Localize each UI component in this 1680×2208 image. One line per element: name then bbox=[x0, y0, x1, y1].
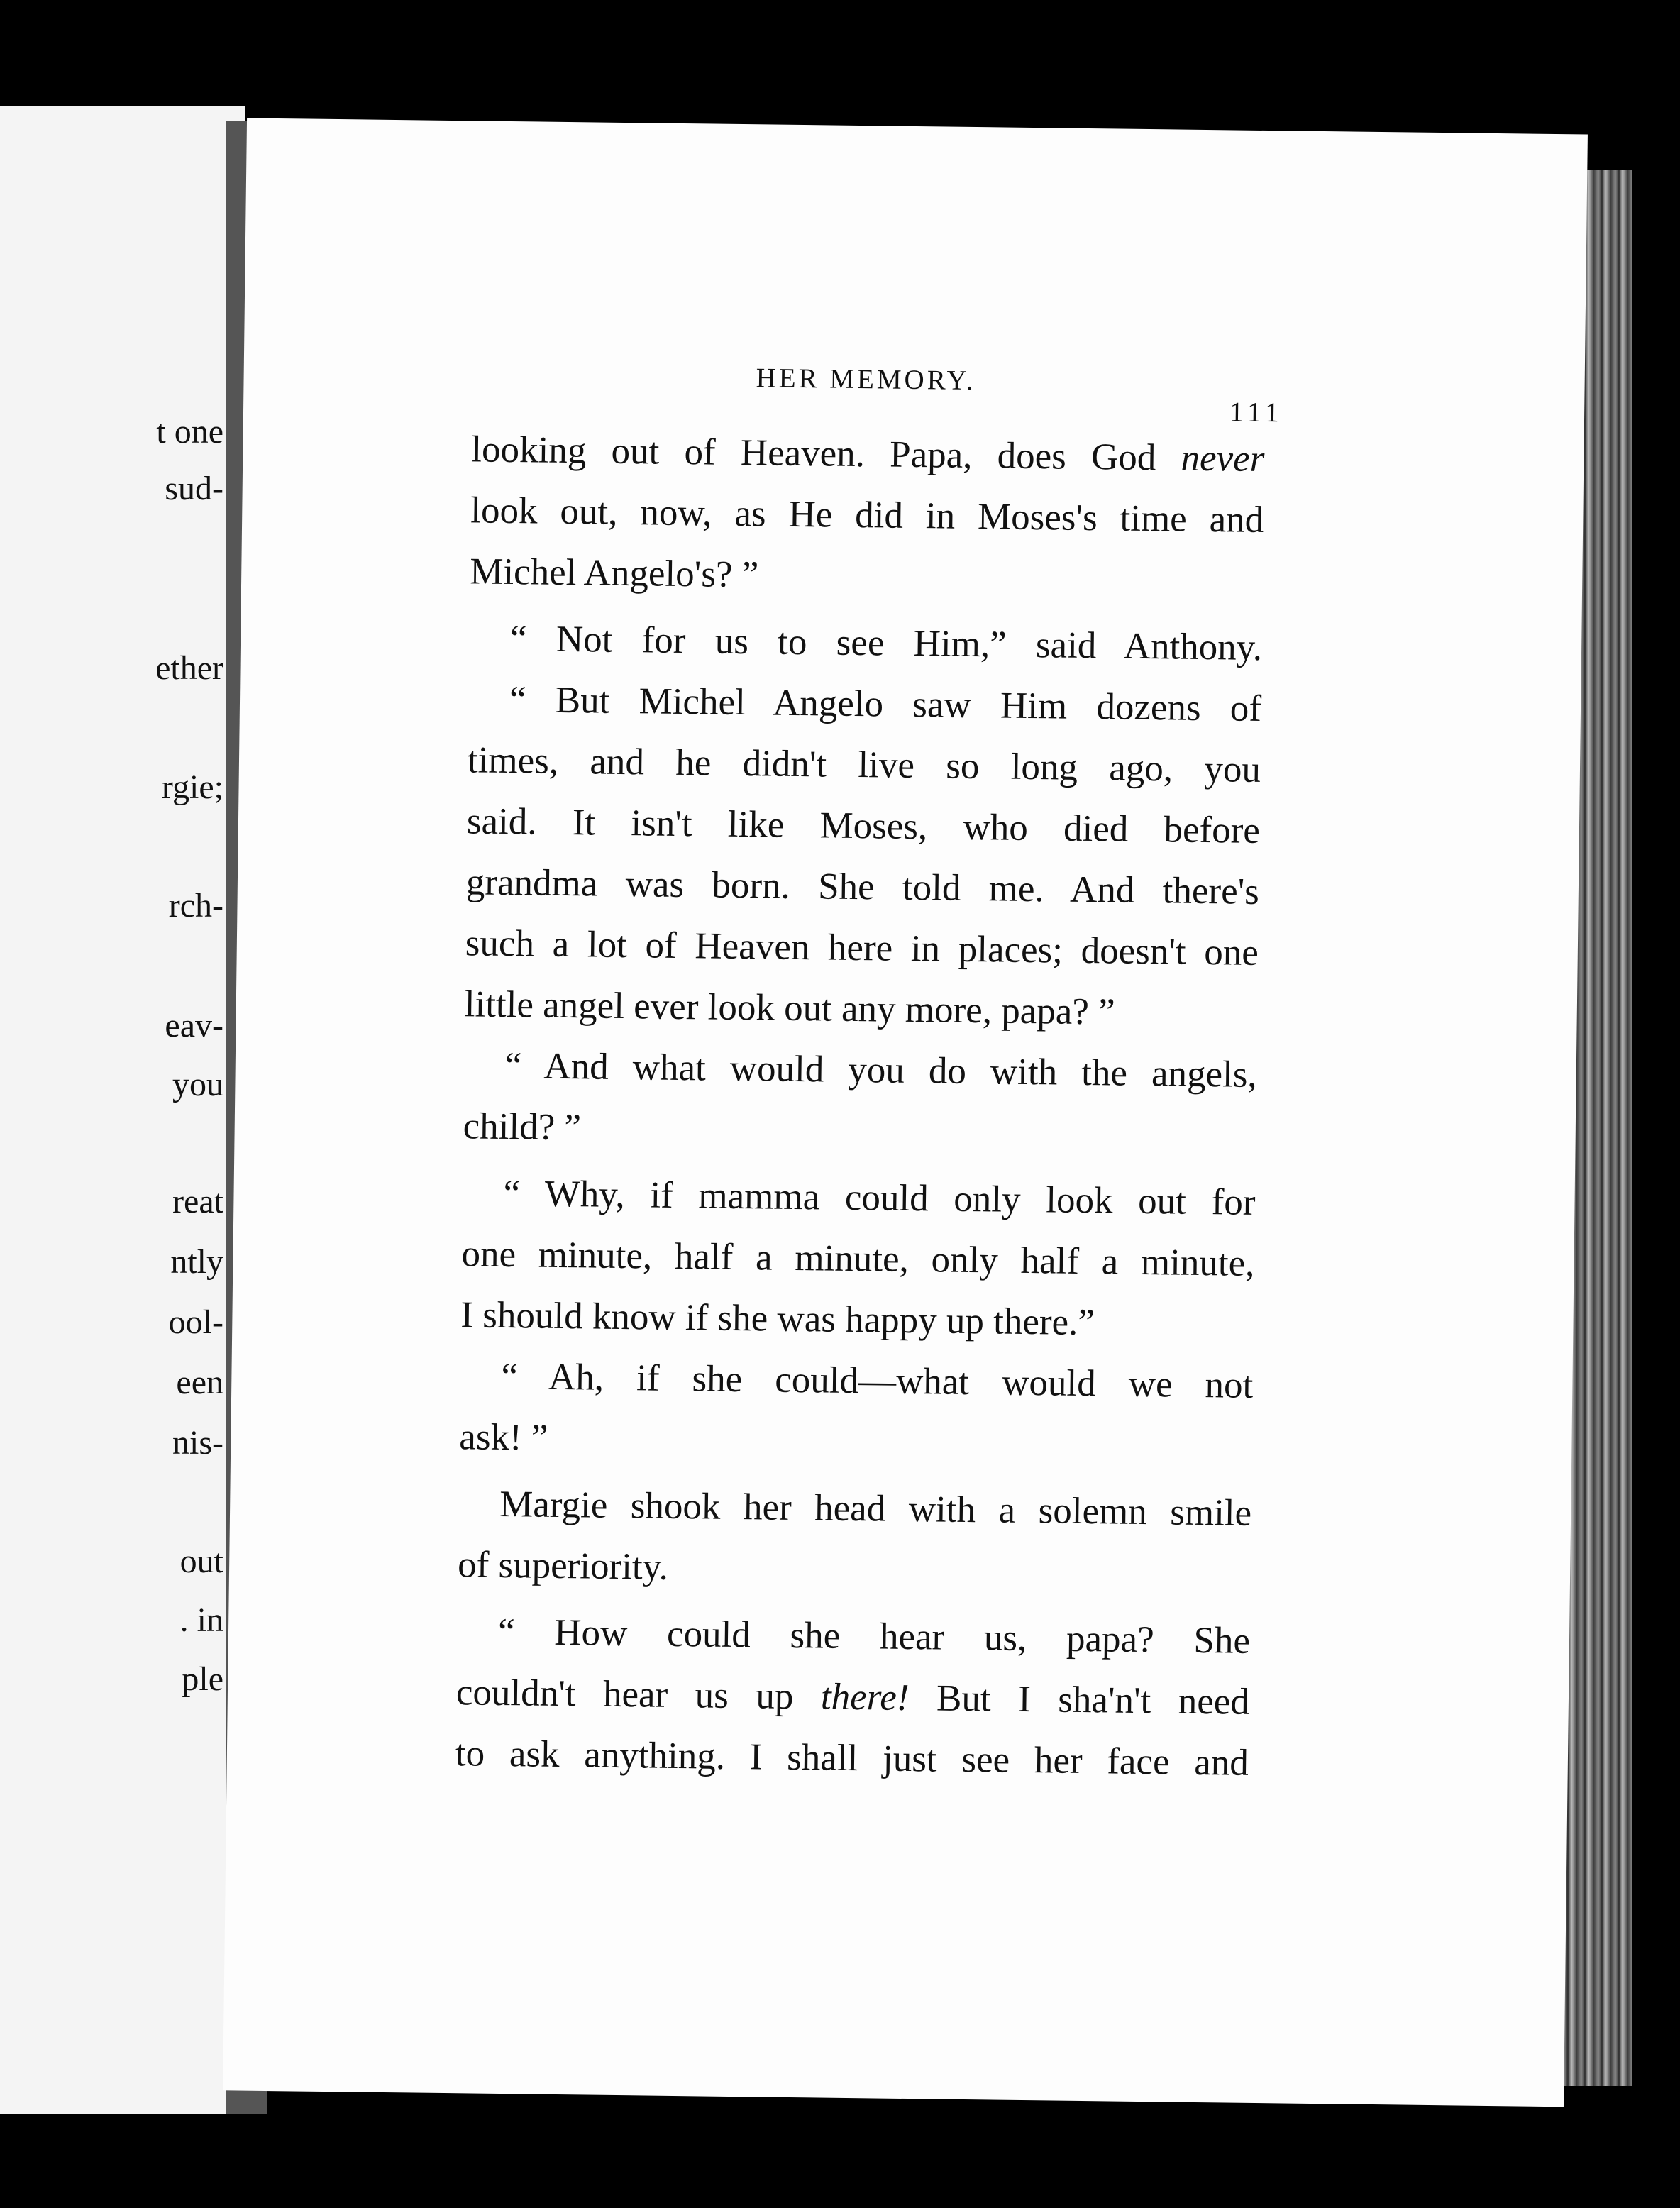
left-text-fragment: rgie; bbox=[161, 768, 223, 806]
left-text-fragment: you bbox=[172, 1066, 223, 1103]
text-line: “ Ah, if she could—what would we not bbox=[501, 1355, 1254, 1406]
text-line: one minute, half a minute, only half a minute, bbox=[461, 1233, 1255, 1284]
text-line: looking out of Heaven. Papa, does God never bbox=[471, 429, 1265, 480]
text-line: look out, now, as He did in Moses's time and bbox=[470, 490, 1264, 541]
left-text-fragment: reat bbox=[172, 1183, 223, 1220]
running-head: HER MEMORY. bbox=[756, 363, 976, 397]
text-line: “ And what would you do with the angels, bbox=[504, 1045, 1258, 1095]
left-text-fragment: ool- bbox=[168, 1303, 223, 1341]
page-number: 111 bbox=[1229, 397, 1284, 429]
left-page bbox=[0, 106, 245, 2114]
text-line: to ask anything. I shall just see her face and bbox=[455, 1733, 1249, 1784]
text-line: grandma was born. She told me. And there's bbox=[465, 861, 1260, 912]
text-line: “ How could she hear us, papa? She bbox=[497, 1611, 1251, 1662]
text-line: “ Why, if mamma could only look out for bbox=[503, 1172, 1256, 1223]
text-line: child? ” bbox=[463, 1105, 582, 1149]
left-text-fragment: ntly bbox=[170, 1243, 223, 1281]
text-line: Michel Angelo's? ” bbox=[469, 551, 759, 596]
text-line: “ Not for us to see Him,” said Anthony. bbox=[509, 618, 1263, 668]
left-text-fragment: rch- bbox=[168, 887, 223, 924]
right-page bbox=[223, 118, 1588, 2107]
text-line: “ But Michel Angelo saw Him dozens of bbox=[509, 679, 1262, 729]
left-text-fragment: ple bbox=[182, 1660, 223, 1698]
body-text bbox=[455, 419, 1264, 1794]
text-line: Margie shook her head with a solemn smile bbox=[499, 1483, 1252, 1534]
text-line: of superiority. bbox=[457, 1544, 669, 1588]
text-line: such a lot of Heaven here in places; doesn't one bbox=[465, 922, 1259, 973]
text-line: I should know if she was happy up there.” bbox=[460, 1294, 1095, 1344]
text-line: little angel ever look out any more, papa? ” bbox=[464, 983, 1115, 1033]
text-line: times, and he didn't live so long ago, you bbox=[467, 739, 1261, 790]
left-text-fragment: . in bbox=[179, 1601, 223, 1639]
left-text-fragment: nis- bbox=[172, 1424, 223, 1462]
left-text-fragment: sud- bbox=[165, 470, 223, 507]
text-line: couldn't hear us up there! But I sha'n't need bbox=[455, 1672, 1250, 1723]
left-text-fragment: ether bbox=[155, 649, 223, 687]
left-text-fragment: eav- bbox=[165, 1007, 223, 1044]
text-line: ask! ” bbox=[459, 1416, 548, 1459]
left-text-fragment: t one bbox=[156, 413, 223, 451]
left-text-fragment: een bbox=[176, 1364, 223, 1401]
left-text-fragment: out bbox=[179, 1542, 223, 1580]
text-line: said. It isn't like Moses, who died before bbox=[466, 800, 1261, 851]
